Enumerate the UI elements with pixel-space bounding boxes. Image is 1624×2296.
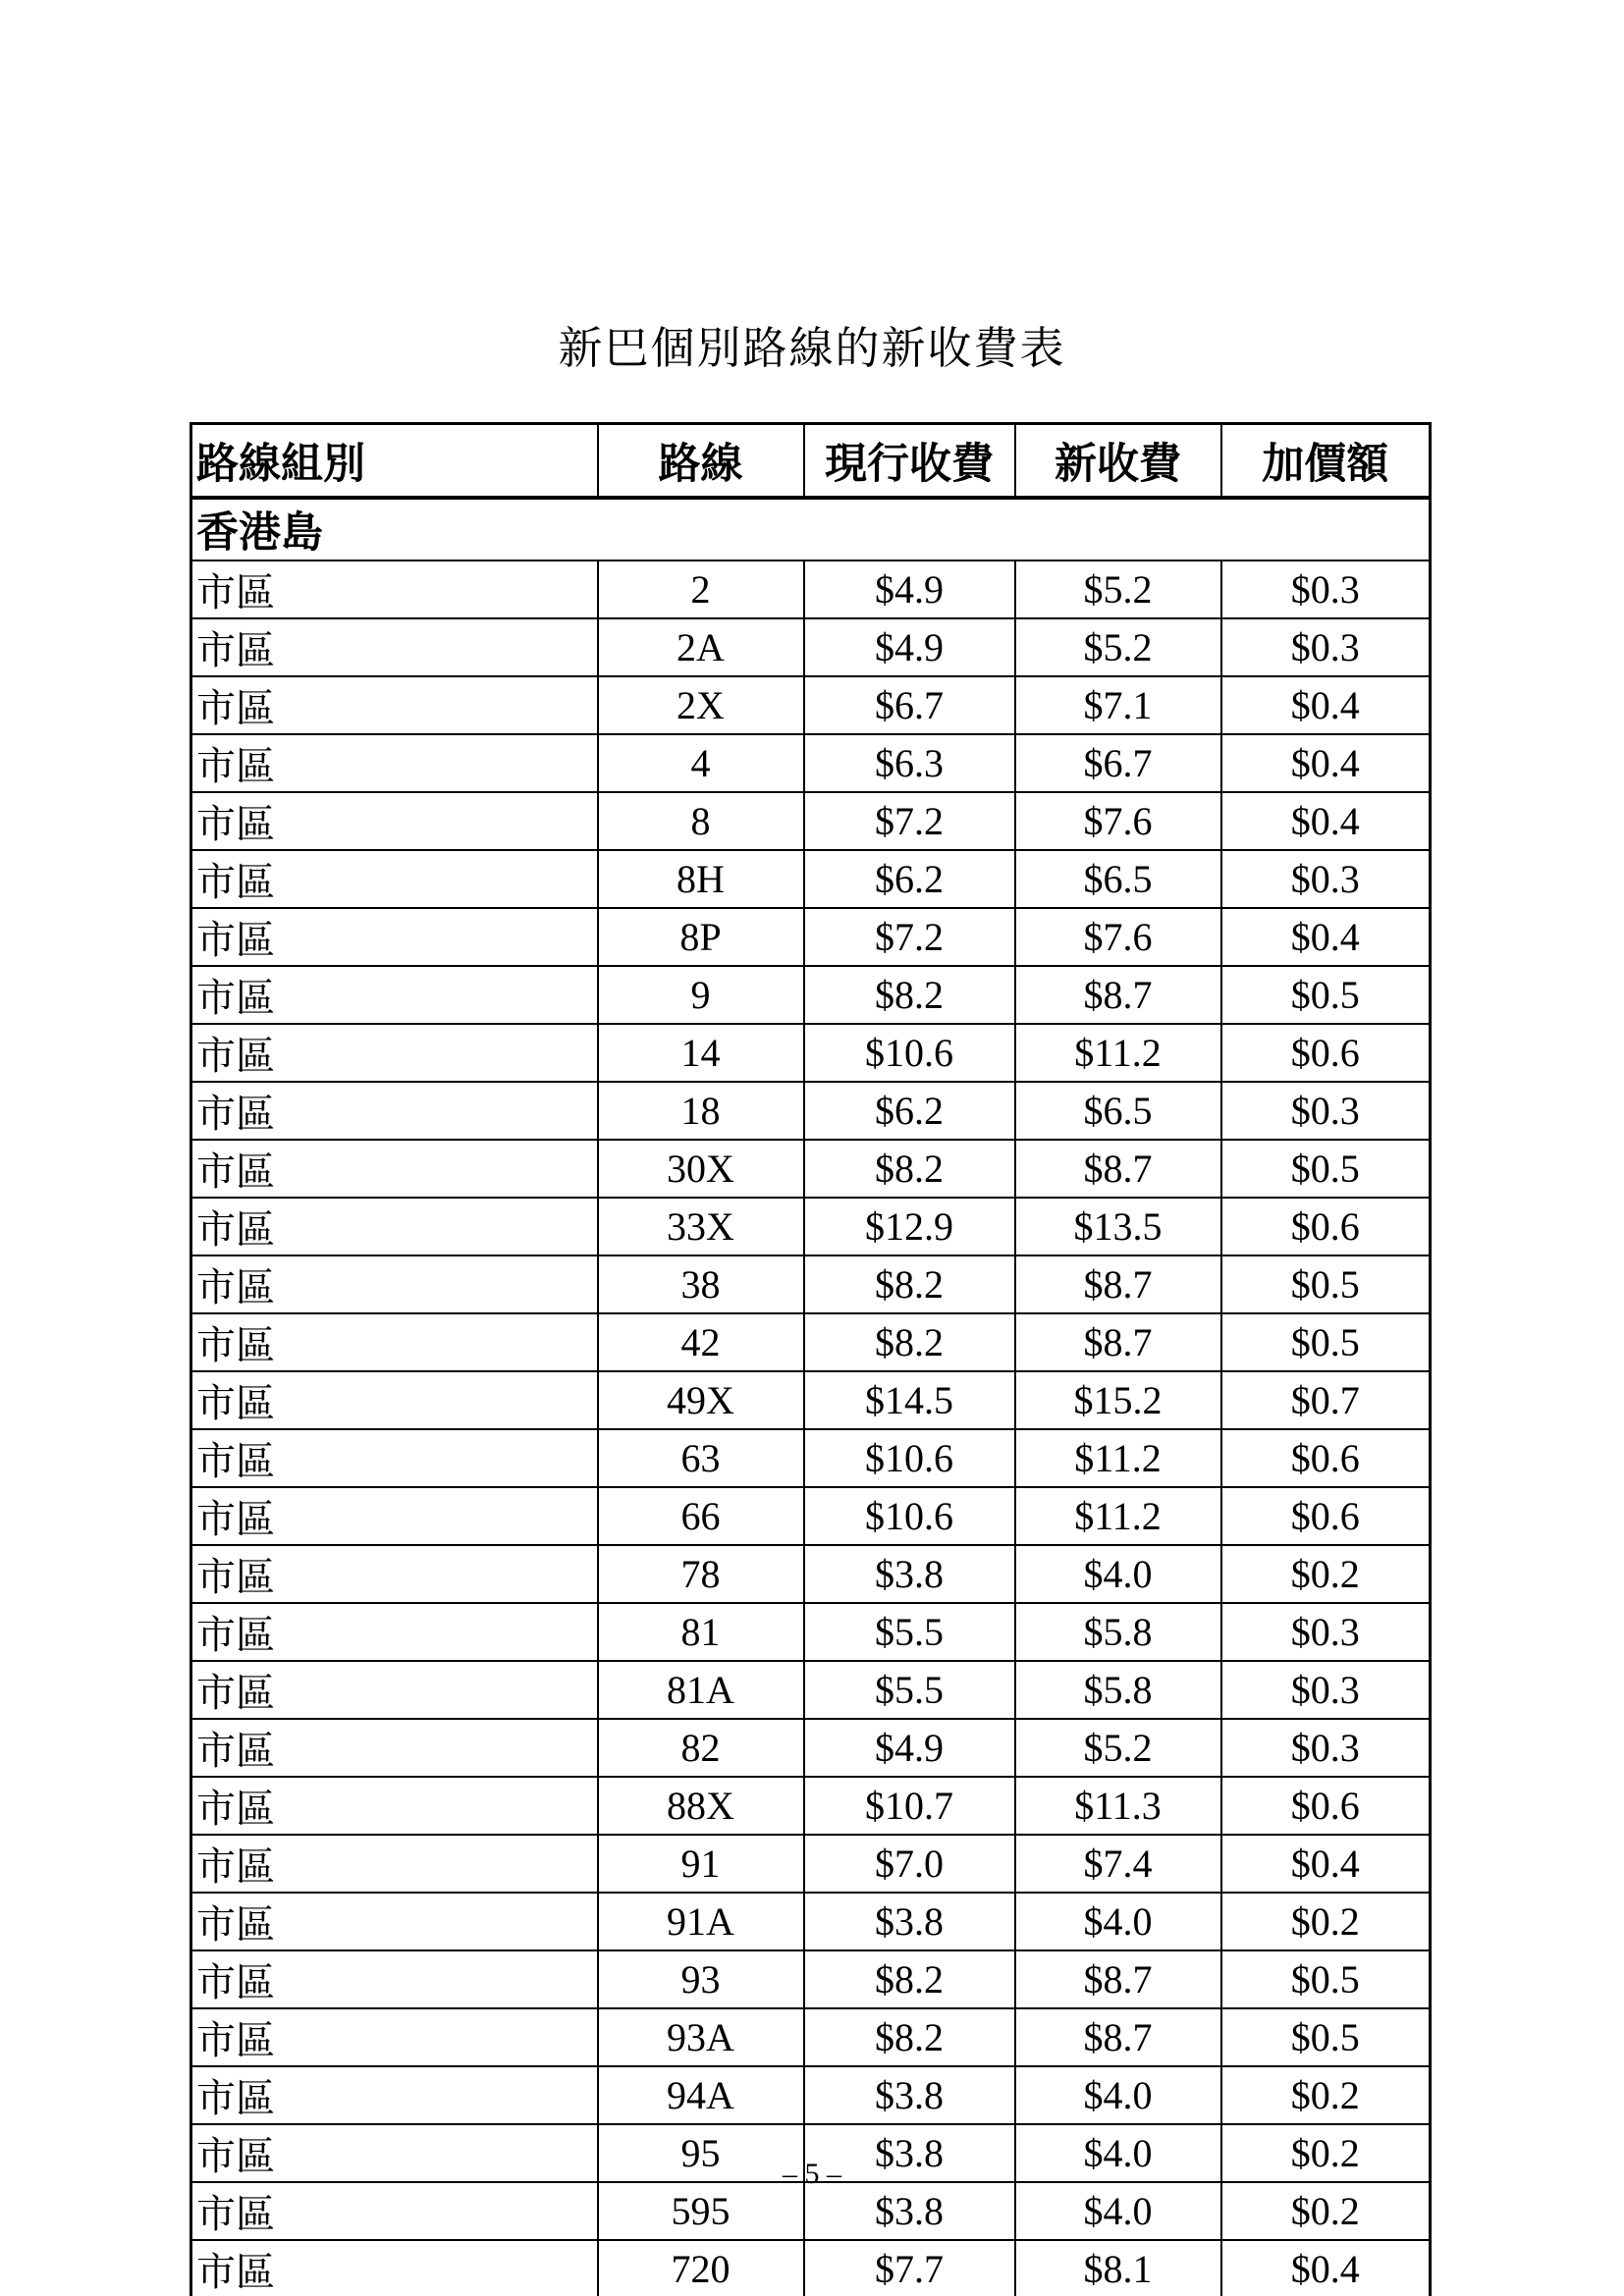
cell-route: 2A bbox=[598, 618, 804, 676]
cell-new-fare: $11.3 bbox=[1015, 1777, 1221, 1835]
cell-route-group: 市區 bbox=[191, 1893, 598, 1950]
table-row bbox=[191, 1140, 1431, 1198]
cell-increase: $0.3 bbox=[1221, 1603, 1431, 1661]
cell-route-group: 市區 bbox=[191, 1719, 598, 1777]
cell-current-fare: $5.5 bbox=[804, 1661, 1015, 1719]
cell-current-fare: $6.2 bbox=[804, 850, 1015, 908]
cell-current-fare: $8.2 bbox=[804, 1950, 1015, 2008]
cell-increase: $0.3 bbox=[1221, 850, 1431, 908]
cell-increase: $0.2 bbox=[1221, 1545, 1431, 1603]
cell-route: 4 bbox=[598, 734, 804, 792]
cell-route: 63 bbox=[598, 1429, 804, 1487]
table-row bbox=[191, 1545, 1431, 1603]
cell-new-fare: $6.5 bbox=[1015, 850, 1221, 908]
cell-current-fare: $8.2 bbox=[804, 1255, 1015, 1313]
cell-increase: $0.6 bbox=[1221, 1777, 1431, 1835]
cell-route: 91 bbox=[598, 1835, 804, 1893]
cell-current-fare: $10.6 bbox=[804, 1487, 1015, 1545]
cell-current-fare: $6.2 bbox=[804, 1082, 1015, 1140]
cell-route-group: 市區 bbox=[191, 2240, 598, 2296]
cell-new-fare: $6.5 bbox=[1015, 1082, 1221, 1140]
cell-increase: $0.4 bbox=[1221, 676, 1431, 734]
cell-new-fare: $6.7 bbox=[1015, 734, 1221, 792]
cell-increase: $0.5 bbox=[1221, 1255, 1431, 1313]
cell-route: 49X bbox=[598, 1371, 804, 1429]
table-row bbox=[191, 1603, 1431, 1661]
cell-current-fare: $7.0 bbox=[804, 1835, 1015, 1893]
cell-route-group: 市區 bbox=[191, 561, 598, 618]
cell-route: 78 bbox=[598, 1545, 804, 1603]
cell-route: 14 bbox=[598, 1024, 804, 1082]
cell-new-fare: $11.2 bbox=[1015, 1024, 1221, 1082]
cell-current-fare: $6.3 bbox=[804, 734, 1015, 792]
cell-route: 8 bbox=[598, 792, 804, 850]
table-row bbox=[191, 1719, 1431, 1777]
cell-route-group: 市區 bbox=[191, 1950, 598, 2008]
cell-current-fare: $3.8 bbox=[804, 2124, 1015, 2182]
cell-route-group: 市區 bbox=[191, 1603, 598, 1661]
table-row bbox=[191, 1950, 1431, 2008]
cell-current-fare: $3.8 bbox=[804, 2182, 1015, 2240]
cell-current-fare: $8.2 bbox=[804, 966, 1015, 1024]
header-new-fare: 新收費 bbox=[1015, 424, 1221, 499]
cell-route: 38 bbox=[598, 1255, 804, 1313]
table-row bbox=[191, 2008, 1431, 2066]
cell-new-fare: $5.2 bbox=[1015, 618, 1221, 676]
cell-current-fare: $4.9 bbox=[804, 1719, 1015, 1777]
cell-increase: $0.6 bbox=[1221, 1429, 1431, 1487]
cell-route: 93A bbox=[598, 2008, 804, 2066]
table-row bbox=[191, 1777, 1431, 1835]
cell-route: 82 bbox=[598, 1719, 804, 1777]
cell-new-fare: $8.7 bbox=[1015, 1950, 1221, 2008]
cell-route-group: 市區 bbox=[191, 1777, 598, 1835]
cell-current-fare: $8.2 bbox=[804, 1313, 1015, 1371]
cell-route-group: 市區 bbox=[191, 1661, 598, 1719]
cell-route-group: 市區 bbox=[191, 2124, 598, 2182]
cell-route-group: 市區 bbox=[191, 2008, 598, 2066]
cell-route-group: 市區 bbox=[191, 908, 598, 966]
cell-route-group: 市區 bbox=[191, 1487, 598, 1545]
cell-route: 8H bbox=[598, 850, 804, 908]
cell-increase: $0.5 bbox=[1221, 1950, 1431, 2008]
cell-current-fare: $3.8 bbox=[804, 2066, 1015, 2124]
table-row bbox=[191, 966, 1431, 1024]
cell-route-group: 市區 bbox=[191, 1198, 598, 1255]
cell-route: 2X bbox=[598, 676, 804, 734]
cell-new-fare: $11.2 bbox=[1015, 1429, 1221, 1487]
cell-route: 30X bbox=[598, 1140, 804, 1198]
cell-new-fare: $5.8 bbox=[1015, 1603, 1221, 1661]
cell-new-fare: $13.5 bbox=[1015, 1198, 1221, 1255]
table-row bbox=[191, 850, 1431, 908]
cell-current-fare: $6.7 bbox=[804, 676, 1015, 734]
cell-current-fare: $3.8 bbox=[804, 1893, 1015, 1950]
cell-increase: $0.6 bbox=[1221, 1024, 1431, 1082]
table-row bbox=[191, 1835, 1431, 1893]
table-row bbox=[191, 1313, 1431, 1371]
cell-increase: $0.6 bbox=[1221, 1487, 1431, 1545]
cell-new-fare: $8.1 bbox=[1015, 2240, 1221, 2296]
cell-route: 42 bbox=[598, 1313, 804, 1371]
page-title: 新巴個別路線的新收費表 bbox=[558, 324, 1066, 373]
cell-new-fare: $7.4 bbox=[1015, 1835, 1221, 1893]
cell-route: 18 bbox=[598, 1082, 804, 1140]
header-route-group: 路線組別 bbox=[191, 424, 598, 499]
cell-route: 8P bbox=[598, 908, 804, 966]
cell-current-fare: $4.9 bbox=[804, 618, 1015, 676]
cell-increase: $0.3 bbox=[1221, 1719, 1431, 1777]
cell-increase: $0.5 bbox=[1221, 966, 1431, 1024]
cell-increase: $0.3 bbox=[1221, 618, 1431, 676]
cell-increase: $0.4 bbox=[1221, 2240, 1431, 2296]
cell-route: 33X bbox=[598, 1198, 804, 1255]
table-row bbox=[191, 676, 1431, 734]
cell-new-fare: $8.7 bbox=[1015, 1140, 1221, 1198]
cell-increase: $0.4 bbox=[1221, 792, 1431, 850]
header-current-fare: 現行收費 bbox=[804, 424, 1015, 499]
cell-route-group: 市區 bbox=[191, 1371, 598, 1429]
cell-current-fare: $3.8 bbox=[804, 1545, 1015, 1603]
cell-new-fare: $7.1 bbox=[1015, 676, 1221, 734]
cell-new-fare: $8.7 bbox=[1015, 1313, 1221, 1371]
cell-increase: $0.3 bbox=[1221, 1082, 1431, 1140]
table-row bbox=[191, 1661, 1431, 1719]
cell-increase: $0.4 bbox=[1221, 908, 1431, 966]
cell-increase: $0.2 bbox=[1221, 2182, 1431, 2240]
cell-increase: $0.5 bbox=[1221, 1140, 1431, 1198]
cell-increase: $0.2 bbox=[1221, 2124, 1431, 2182]
cell-current-fare: $7.7 bbox=[804, 2240, 1015, 2296]
cell-new-fare: $11.2 bbox=[1015, 1487, 1221, 1545]
cell-current-fare: $8.2 bbox=[804, 2008, 1015, 2066]
header-row bbox=[191, 424, 1431, 499]
page-number: – 5 – bbox=[783, 2158, 841, 2190]
table-row bbox=[191, 618, 1431, 676]
cell-new-fare: $4.0 bbox=[1015, 2124, 1221, 2182]
cell-route: 93 bbox=[598, 1950, 804, 2008]
table-row bbox=[191, 1429, 1431, 1487]
cell-route-group: 市區 bbox=[191, 1835, 598, 1893]
cell-route-group: 市區 bbox=[191, 1313, 598, 1371]
table-row bbox=[191, 1893, 1431, 1950]
cell-route-group: 市區 bbox=[191, 966, 598, 1024]
cell-current-fare: $10.6 bbox=[804, 1024, 1015, 1082]
cell-current-fare: $12.9 bbox=[804, 1198, 1015, 1255]
cell-increase: $0.4 bbox=[1221, 734, 1431, 792]
cell-new-fare: $4.0 bbox=[1015, 2182, 1221, 2240]
cell-route: 94A bbox=[598, 2066, 804, 2124]
table-row bbox=[191, 1082, 1431, 1140]
header-increase: 加價額 bbox=[1221, 424, 1431, 499]
cell-route: 88X bbox=[598, 1777, 804, 1835]
cell-increase: $0.3 bbox=[1221, 561, 1431, 618]
cell-increase: $0.6 bbox=[1221, 1198, 1431, 1255]
cell-route-group: 市區 bbox=[191, 792, 598, 850]
header-route: 路線 bbox=[598, 424, 804, 499]
table-row bbox=[191, 2240, 1431, 2296]
cell-current-fare: $5.5 bbox=[804, 1603, 1015, 1661]
cell-route: 66 bbox=[598, 1487, 804, 1545]
cell-new-fare: $8.7 bbox=[1015, 966, 1221, 1024]
cell-route: 9 bbox=[598, 966, 804, 1024]
section-row bbox=[191, 498, 1431, 561]
cell-new-fare: $5.2 bbox=[1015, 1719, 1221, 1777]
cell-route-group: 市區 bbox=[191, 1024, 598, 1082]
cell-route: 595 bbox=[598, 2182, 804, 2240]
cell-current-fare: $10.7 bbox=[804, 1777, 1015, 1835]
cell-increase: $0.7 bbox=[1221, 1371, 1431, 1429]
table-row bbox=[191, 734, 1431, 792]
cell-new-fare: $4.0 bbox=[1015, 2066, 1221, 2124]
table-row bbox=[191, 908, 1431, 966]
cell-increase: $0.5 bbox=[1221, 2008, 1431, 2066]
cell-route-group: 市區 bbox=[191, 1429, 598, 1487]
cell-new-fare: $5.8 bbox=[1015, 1661, 1221, 1719]
table-row bbox=[191, 792, 1431, 850]
cell-increase: $0.2 bbox=[1221, 1893, 1431, 1950]
cell-route-group: 市區 bbox=[191, 618, 598, 676]
cell-route-group: 市區 bbox=[191, 1082, 598, 1140]
table-row bbox=[191, 1024, 1431, 1082]
cell-route: 91A bbox=[598, 1893, 804, 1950]
cell-increase: $0.2 bbox=[1221, 2066, 1431, 2124]
cell-route-group: 市區 bbox=[191, 850, 598, 908]
table-row bbox=[191, 1198, 1431, 1255]
cell-current-fare: $8.2 bbox=[804, 1140, 1015, 1198]
cell-route: 81 bbox=[598, 1603, 804, 1661]
cell-increase: $0.4 bbox=[1221, 1835, 1431, 1893]
cell-route: 81A bbox=[598, 1661, 804, 1719]
cell-route: 95 bbox=[598, 2124, 804, 2182]
cell-new-fare: $4.0 bbox=[1015, 1545, 1221, 1603]
cell-new-fare: $8.7 bbox=[1015, 2008, 1221, 2066]
cell-new-fare: $15.2 bbox=[1015, 1371, 1221, 1429]
cell-route-group: 市區 bbox=[191, 1255, 598, 1313]
cell-increase: $0.3 bbox=[1221, 1661, 1431, 1719]
table-row bbox=[191, 1487, 1431, 1545]
table-row bbox=[191, 561, 1431, 618]
cell-new-fare: $8.7 bbox=[1015, 1255, 1221, 1313]
cell-route: 2 bbox=[598, 561, 804, 618]
cell-route: 720 bbox=[598, 2240, 804, 2296]
cell-current-fare: $7.2 bbox=[804, 908, 1015, 966]
cell-current-fare: $10.6 bbox=[804, 1429, 1015, 1487]
cell-route-group: 市區 bbox=[191, 1545, 598, 1603]
cell-current-fare: $14.5 bbox=[804, 1371, 1015, 1429]
section-label: 香港島 bbox=[191, 498, 1431, 561]
cell-new-fare: $4.0 bbox=[1015, 1893, 1221, 1950]
cell-route-group: 市區 bbox=[191, 2182, 598, 2240]
cell-new-fare: $7.6 bbox=[1015, 792, 1221, 850]
table-row bbox=[191, 1255, 1431, 1313]
cell-route-group: 市區 bbox=[191, 676, 598, 734]
cell-current-fare: $4.9 bbox=[804, 561, 1015, 618]
fare-table bbox=[189, 422, 1432, 2296]
cell-new-fare: $5.2 bbox=[1015, 561, 1221, 618]
cell-route-group: 市區 bbox=[191, 734, 598, 792]
cell-new-fare: $7.6 bbox=[1015, 908, 1221, 966]
cell-route-group: 市區 bbox=[191, 1140, 598, 1198]
cell-increase: $0.5 bbox=[1221, 1313, 1431, 1371]
table-row bbox=[191, 2066, 1431, 2124]
cell-current-fare: $7.2 bbox=[804, 792, 1015, 850]
cell-route-group: 市區 bbox=[191, 2066, 598, 2124]
table-row bbox=[191, 1371, 1431, 1429]
